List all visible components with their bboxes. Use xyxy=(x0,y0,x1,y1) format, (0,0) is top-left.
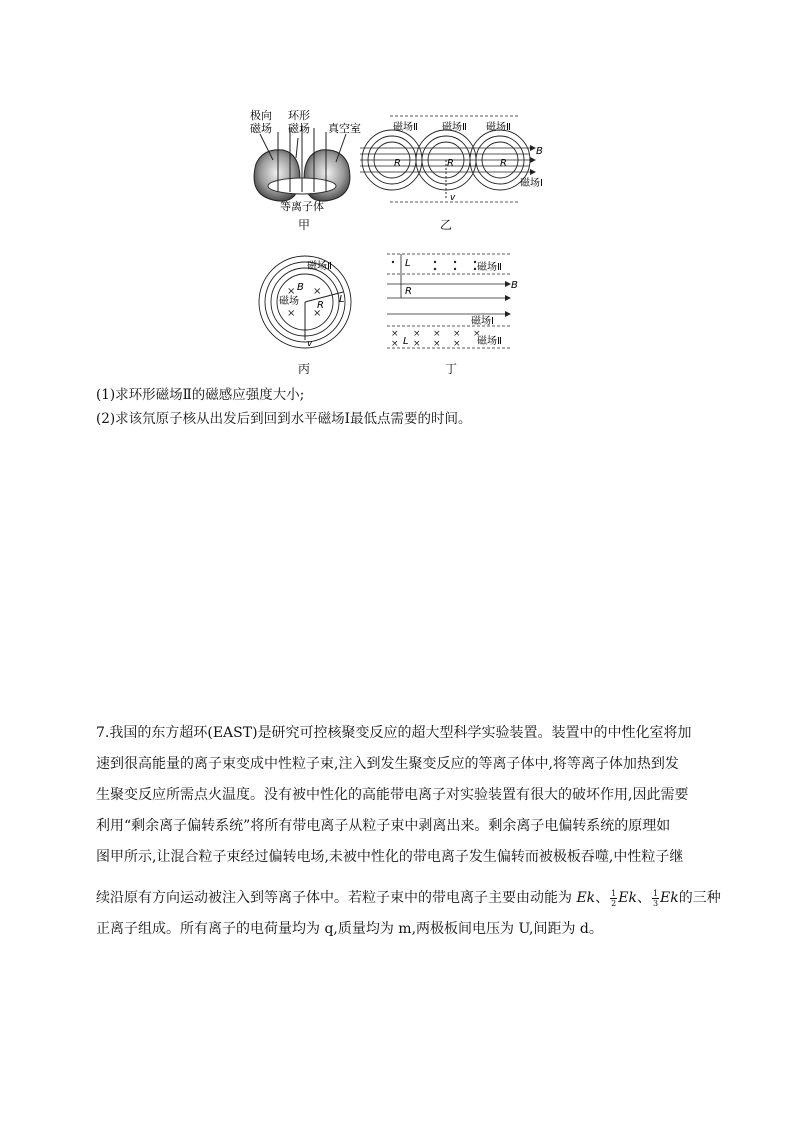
fraction-third: $\frac{1}{3}$ xyxy=(652,888,659,908)
label-R: R xyxy=(317,300,324,311)
label-R-a: R xyxy=(394,158,401,169)
label-field2-a: 磁场Ⅱ xyxy=(393,122,418,133)
label-v: v xyxy=(450,193,456,203)
label-field: 磁场 xyxy=(279,296,299,307)
label-field2-bottom: 磁场Ⅱ xyxy=(477,336,502,347)
fraction-half: $\frac{1}{2}$ xyxy=(611,888,617,908)
label-ring-2: 磁场 xyxy=(288,122,310,135)
problem-7-line-4: 利用“剩余离子偏转系统”将所有带电离子从粒子束中剥离出来。剩余离子电偏转系统的原理如 xyxy=(96,818,671,834)
cross-section-diagram xyxy=(385,252,525,354)
label-field2-c: 磁场Ⅱ xyxy=(486,122,511,133)
ek-symbol-3: Ek xyxy=(660,890,679,906)
caption-jia: 甲 xyxy=(298,218,311,232)
svg-text:×: × xyxy=(391,329,399,339)
label-field1: 磁场Ⅰ xyxy=(520,178,543,189)
svg-text:×: × xyxy=(391,339,399,349)
svg-text:×: × xyxy=(313,308,322,319)
svg-text:×: × xyxy=(313,286,322,297)
problem-7-line-2: 速到很高能量的离子束变成中性粒子束,注入到发生聚变反应的等离子体中,将等离子体加热到发 xyxy=(96,756,679,772)
caption-yi: 乙 xyxy=(440,218,453,232)
label-field2-top: 磁场Ⅱ xyxy=(477,262,502,273)
concentric-rings-diagram xyxy=(255,252,355,352)
svg-text:×: × xyxy=(453,329,461,339)
label-B: B xyxy=(511,280,518,291)
problem-7 xyxy=(96,718,721,945)
svg-text:×: × xyxy=(413,329,421,339)
svg-text:×: × xyxy=(433,339,441,349)
label-R: R xyxy=(405,286,412,297)
svg-text:×: × xyxy=(453,339,461,349)
svg-text:×: × xyxy=(413,339,421,349)
label-v: v xyxy=(307,339,313,349)
figure-bing xyxy=(255,252,355,352)
separator-1: 、 xyxy=(595,890,610,906)
solenoid-fields-diagram xyxy=(360,110,560,220)
label-polar-2: 磁场 xyxy=(250,122,272,135)
label-field2-b: 磁场Ⅱ xyxy=(442,122,467,133)
problem-7-line-6-end: 的三种 xyxy=(678,890,721,906)
label-plasma: 等离子体 xyxy=(280,200,324,213)
caption-ding: 丁 xyxy=(445,362,458,376)
figure-yi xyxy=(360,110,560,220)
caption-bing: 丙 xyxy=(298,362,311,376)
ek-symbol: Ek xyxy=(576,890,596,906)
question-1: (1)求环形磁场Ⅱ的磁感应强度大小; xyxy=(96,387,305,403)
problem-7-line-6 xyxy=(96,883,721,914)
label-R-c: R xyxy=(500,158,507,169)
figure-ding xyxy=(385,252,525,354)
question-2: (2)求该氘原子核从出发后到回到水平磁场Ⅰ最低点需要的时间。 xyxy=(96,411,472,427)
figure-jia xyxy=(238,104,366,224)
label-L: L xyxy=(339,294,345,305)
separator-2: 、 xyxy=(636,890,651,906)
label-ring-1: 环形 xyxy=(288,109,310,122)
label-L-bottom: L xyxy=(403,336,409,347)
problem-7-line-5: 图甲所示,让混合粒子束经过偏转电场,未被中性化的带电离子发生偏转而被极板吞噬,中性粒子继 xyxy=(96,849,684,865)
svg-text:×: × xyxy=(287,308,296,319)
label-B: B xyxy=(297,282,304,293)
svg-text:×: × xyxy=(287,286,296,297)
label-field1: 磁场Ⅰ xyxy=(471,316,494,327)
problem-7-line-1: 7.我国的东方超环(EAST)是研究可控核聚变反应的超大型科学实验装置。装置中的中性化室将加 xyxy=(96,725,692,741)
svg-text:×: × xyxy=(433,329,441,339)
problem-7-line-6-text: 续沿原有方向运动被注入到等离子体中。若粒子束中的带电离子主要由动能为 xyxy=(96,890,572,906)
svg-text:×: × xyxy=(473,329,481,339)
label-polar-1: 极向 xyxy=(250,109,272,122)
label-field2: 磁场Ⅱ xyxy=(307,261,332,272)
label-B: B xyxy=(536,146,543,157)
problem-7-line-3: 生聚变反应所需点火温度。没有被中性化的高能带电离子对实验装置有很大的破坏作用,因此需要 xyxy=(96,787,689,803)
ek-symbol-2: Ek xyxy=(618,890,637,906)
tokamak-illustration xyxy=(238,104,366,224)
label-R-b: R xyxy=(447,158,454,169)
label-vacuum: 真空室 xyxy=(328,122,361,135)
problem-7-line-7: 正离子组成。所有离子的电荷量均为 q,质量均为 m,两极板间电压为 U,间距为 d。 xyxy=(96,921,603,937)
label-L-top: L xyxy=(405,258,411,269)
